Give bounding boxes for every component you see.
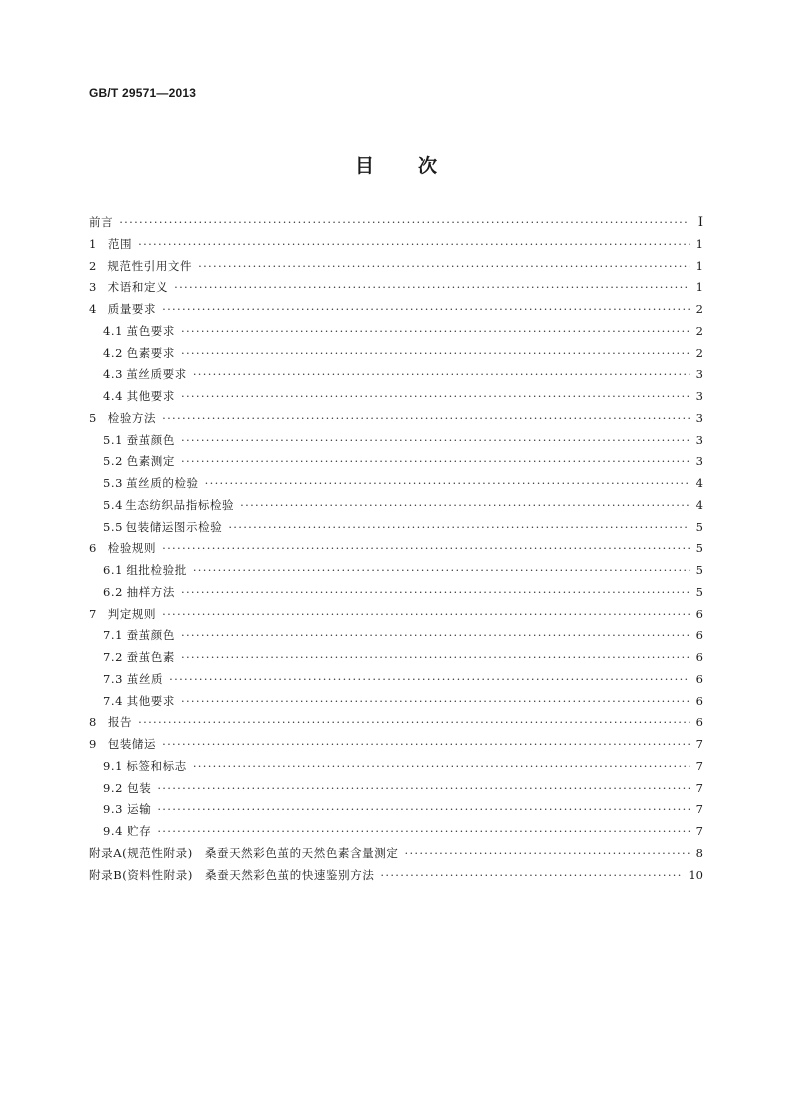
toc-entry-label: 前言 <box>89 215 114 229</box>
toc-entry[interactable] <box>89 584 703 606</box>
toc-entry-label: 检验方法 <box>107 410 157 425</box>
toc-entry-label: 术语和定义 <box>107 280 169 295</box>
toc-dot-leader <box>181 433 690 447</box>
toc-entry-number: 6.1 <box>103 563 124 577</box>
toc-dot-leader <box>181 346 690 360</box>
toc-entry-label: 其他要求 <box>126 389 175 403</box>
toc-dot-leader <box>157 824 690 838</box>
toc-entry-page: 7 <box>695 802 703 817</box>
toc-dot-leader <box>174 280 690 294</box>
toc-entry[interactable] <box>89 345 703 367</box>
toc-entry[interactable] <box>89 301 703 323</box>
toc-dot-leader <box>181 694 690 708</box>
toc-entry-label: 运输 <box>127 802 152 817</box>
toc-entry-label: 检验规则 <box>107 541 157 556</box>
toc-entry-page: 7 <box>695 824 703 838</box>
toc-entry-label: 贮存 <box>127 824 152 838</box>
toc-entry[interactable] <box>89 780 703 802</box>
toc-entry-number: 9 <box>89 737 97 751</box>
toc-dot-leader <box>162 607 690 621</box>
toc-entry-number: 1 <box>89 236 97 251</box>
toc-entry-label: 茧丝质要求 <box>126 367 187 382</box>
toc-entry-number: 7.2 <box>103 650 124 664</box>
toc-entry-page: 6 <box>695 693 703 708</box>
toc-entry-page: 2 <box>695 323 703 338</box>
toc-entry-label: 生态纺织品指标检验 <box>125 497 235 512</box>
toc-entry[interactable] <box>89 410 703 432</box>
toc-entry-page: 6 <box>695 628 703 643</box>
toc-entry[interactable] <box>89 279 703 301</box>
toc-entry-number: 4.3 <box>103 367 124 382</box>
toc-dot-leader <box>228 520 690 534</box>
toc-dot-leader <box>181 324 690 338</box>
toc-dot-leader <box>138 237 690 251</box>
toc-entry-label: 抽样方法 <box>126 584 175 599</box>
toc-entry-label: 附录A(规范性附录) 桑蚕天然彩色茧的天然色素含量测定 <box>89 845 399 860</box>
toc-entry-number: 4 <box>89 302 97 316</box>
toc-dot-leader <box>169 672 690 686</box>
toc-entry-label: 包装储运 <box>107 737 157 751</box>
table-of-contents <box>89 214 703 888</box>
toc-entry-label: 范围 <box>107 236 133 251</box>
toc-dot-leader <box>181 585 690 599</box>
toc-entry-page: 3 <box>695 432 703 447</box>
toc-entry[interactable] <box>89 845 703 867</box>
toc-entry-number: 5 <box>89 410 97 425</box>
toc-dot-leader <box>162 737 690 751</box>
toc-entry-page: 5 <box>695 541 703 556</box>
toc-entry-label: 蚕茧颜色 <box>126 628 175 643</box>
toc-entry-number: 4.4 <box>103 389 124 403</box>
toc-entry-label: 色素测定 <box>126 454 175 469</box>
toc-entry[interactable] <box>89 323 703 345</box>
toc-dot-leader <box>157 781 690 795</box>
toc-entry[interactable] <box>89 540 703 562</box>
toc-entry-page: 2 <box>695 302 703 316</box>
toc-entry-page: 3 <box>695 410 703 425</box>
toc-dot-leader <box>181 389 690 403</box>
toc-entry-number: 7.3 <box>103 671 124 686</box>
toc-entry-label: 包装 <box>127 780 152 795</box>
toc-entry[interactable] <box>89 475 703 497</box>
toc-entry-label: 其他要求 <box>126 693 175 708</box>
toc-entry-label: 茧丝质的检验 <box>126 476 199 490</box>
toc-entry-label: 报告 <box>107 715 133 730</box>
toc-entry-label: 包装储运图示检验 <box>125 519 223 534</box>
page-title-char-2: 次 <box>418 155 438 177</box>
toc-entry-page: Ⅰ <box>697 215 703 230</box>
toc-entry[interactable] <box>89 497 703 519</box>
toc-entry[interactable] <box>89 649 703 671</box>
toc-dot-leader <box>119 215 690 229</box>
toc-entry-number: 5.1 <box>103 432 124 447</box>
toc-dot-leader <box>193 367 690 381</box>
toc-entry[interactable] <box>89 714 703 736</box>
toc-entry-page: 6 <box>695 650 703 664</box>
toc-dot-leader <box>162 302 690 316</box>
toc-entry[interactable] <box>89 736 703 758</box>
toc-dot-leader <box>181 650 690 664</box>
toc-dot-leader <box>181 454 690 468</box>
toc-entry-page: 1 <box>695 258 703 273</box>
toc-entry-page: 1 <box>695 280 703 295</box>
toc-entry-page: 3 <box>695 389 703 403</box>
toc-entry-number: 5.3 <box>103 476 124 490</box>
page-title-char-1: 目 <box>354 155 374 177</box>
toc-entry-number: 5.5 <box>103 519 124 534</box>
toc-entry-label: 色素要求 <box>126 345 175 360</box>
toc-entry-number: 9.4 <box>103 824 124 838</box>
toc-entry-page: 4 <box>695 476 703 490</box>
toc-entry-number: 5.4 <box>103 497 124 512</box>
toc-entry[interactable] <box>89 562 703 584</box>
toc-entry-page: 10 <box>688 867 703 882</box>
toc-entry[interactable] <box>89 627 703 649</box>
standard-number: GB/T 29571—2013 <box>89 86 197 100</box>
toc-dot-leader <box>404 846 690 860</box>
toc-entry-page: 8 <box>695 845 703 860</box>
toc-entry[interactable] <box>89 366 703 388</box>
toc-entry-number: 3 <box>89 280 97 295</box>
toc-dot-leader <box>162 411 690 425</box>
toc-entry[interactable] <box>89 758 703 780</box>
toc-entry-label: 判定规则 <box>107 606 157 621</box>
toc-entry-page: 1 <box>695 236 703 251</box>
toc-entry-page: 2 <box>695 345 703 360</box>
toc-entry[interactable] <box>89 801 703 823</box>
toc-dot-leader <box>181 628 690 642</box>
toc-entry-label: 茧色要求 <box>126 323 175 338</box>
toc-entry-page: 4 <box>695 497 703 512</box>
toc-dot-leader <box>157 802 690 816</box>
toc-dot-leader <box>205 476 690 490</box>
toc-entry-page: 5 <box>695 563 703 577</box>
toc-dot-leader <box>193 759 690 773</box>
toc-entry-number: 8 <box>89 715 97 730</box>
toc-entry-number: 7 <box>89 606 97 621</box>
toc-entry[interactable] <box>89 258 703 280</box>
toc-dot-leader <box>193 563 690 577</box>
toc-entry[interactable] <box>89 867 703 889</box>
toc-entry-number: 6.2 <box>103 584 124 599</box>
toc-entry-number: 9.1 <box>103 758 124 773</box>
toc-dot-leader <box>240 498 690 512</box>
toc-entry-number: 2 <box>89 258 97 273</box>
toc-entry-label: 质量要求 <box>107 302 157 316</box>
toc-entry-label: 蚕茧颜色 <box>126 432 175 447</box>
toc-entry-number: 6 <box>89 541 97 556</box>
toc-entry-number: 4.1 <box>103 323 124 338</box>
toc-entry-page: 7 <box>695 780 703 795</box>
toc-entry-page: 7 <box>695 737 703 751</box>
toc-entry-label: 附录B(资料性附录) 桑蚕天然彩色茧的快速鉴别方法 <box>89 867 375 882</box>
toc-entry-number: 7.1 <box>103 628 124 643</box>
toc-entry[interactable] <box>89 214 703 236</box>
toc-dot-leader <box>380 868 683 882</box>
toc-entry-number: 5.2 <box>103 454 124 469</box>
toc-entry[interactable] <box>89 693 703 715</box>
toc-entry-page: 3 <box>695 367 703 382</box>
page-title <box>0 151 792 178</box>
toc-dot-leader <box>138 715 690 729</box>
toc-entry[interactable] <box>89 236 703 258</box>
toc-entry-page: 5 <box>695 584 703 599</box>
toc-dot-leader <box>198 259 690 273</box>
toc-entry[interactable] <box>89 432 703 454</box>
toc-entry-page: 6 <box>695 715 703 730</box>
toc-entry-number: 4.2 <box>103 345 124 360</box>
toc-entry-label: 组批检验批 <box>126 563 187 577</box>
toc-entry[interactable] <box>89 606 703 628</box>
toc-entry[interactable] <box>89 388 703 410</box>
toc-dot-leader <box>162 541 690 555</box>
toc-entry[interactable] <box>89 671 703 693</box>
toc-entry[interactable] <box>89 453 703 475</box>
toc-entry-page: 6 <box>695 606 703 621</box>
toc-entry-page: 3 <box>695 454 703 469</box>
toc-entry-page: 5 <box>695 519 703 534</box>
toc-entry-number: 9.3 <box>103 802 124 817</box>
toc-entry-page: 7 <box>695 758 703 773</box>
toc-entry-label: 茧丝质 <box>126 671 164 686</box>
toc-entry[interactable] <box>89 823 703 845</box>
toc-entry-label: 规范性引用文件 <box>107 258 193 273</box>
toc-entry-number: 7.4 <box>103 693 124 708</box>
toc-entry-label: 蚕茧色素 <box>126 650 175 664</box>
toc-entry-number: 9.2 <box>103 780 124 795</box>
toc-entry-label: 标签和标志 <box>126 758 187 773</box>
toc-entry[interactable] <box>89 519 703 541</box>
toc-entry-page: 6 <box>695 671 703 686</box>
